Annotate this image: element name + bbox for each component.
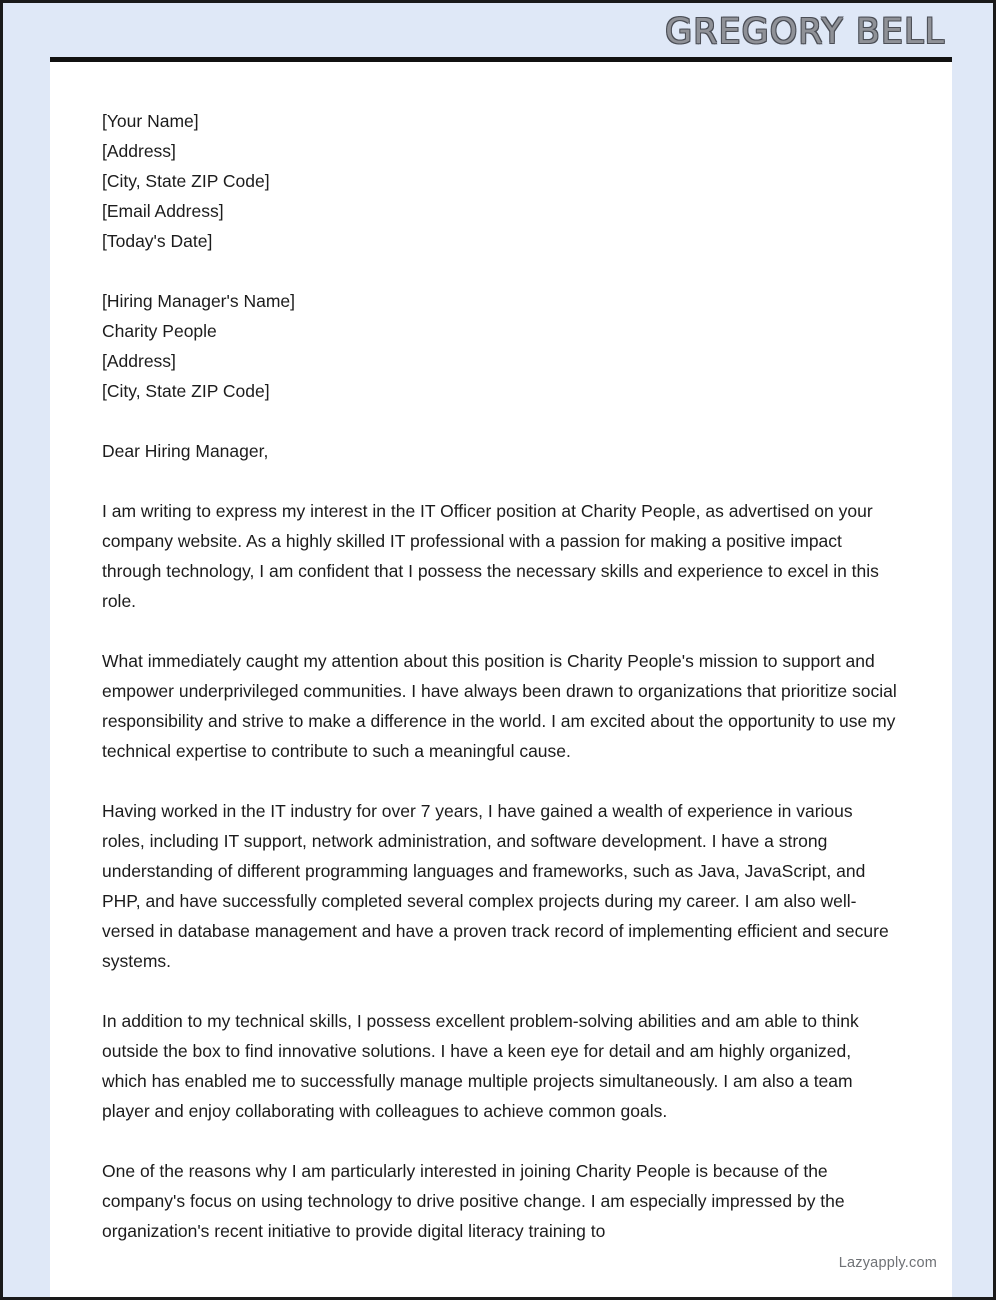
sender-line: [Address] bbox=[102, 141, 176, 161]
sender-line: [Your Name] bbox=[102, 111, 199, 131]
salutation: Dear Hiring Manager, bbox=[102, 441, 269, 461]
recipient-line: [Address] bbox=[102, 351, 176, 371]
letter-paragraph: Having worked in the IT industry for over 7 years, I have gained a wealth of experience in various roles, including IT support, network administration, and software development. I have a strong understanding of different programming languages and frameworks, such as Java, JavaScript, and PHP, and have successfully completed several complex projects during my career. I am also well-versed in database management and have a proven track record of implementing efficient and secure systems. bbox=[102, 801, 889, 971]
sender-line: [City, State ZIP Code] bbox=[102, 171, 270, 191]
letter-paragraph: I am writing to express my interest in the IT Officer position at Charity People, as advertised on your company website. As a highly skilled IT professional with a passion for making a positive impact through technology, I am confident that I possess the necessary skills and experience to excel in this role. bbox=[102, 501, 879, 611]
recipient-address-block bbox=[102, 286, 900, 406]
recipient-line: [Hiring Manager's Name] bbox=[102, 291, 295, 311]
letter-paragraph: In addition to my technical skills, I possess excellent problem-solving abilities and am able to think outside the box to find innovative solutions. I have a keen eye for detail and am highly organized, which has enabled me to successfully manage multiple projects simultaneously. I am also a team player and enjoy collaborating with colleagues to achieve common goals. bbox=[102, 1011, 859, 1121]
letter-paragraph: What immediately caught my attention about this position is Charity People's mission to support and empower underprivileged communities. I have always been drawn to organizations that prioritize social responsibility and strive to make a difference in the world. I am excited about the opportunity to use my technical expertise to contribute to such a meaningful cause. bbox=[102, 651, 897, 761]
sender-line: [Email Address] bbox=[102, 201, 224, 221]
sender-address-block bbox=[102, 106, 900, 256]
document-header bbox=[3, 3, 993, 55]
recipient-line: Charity People bbox=[102, 321, 217, 341]
watermark-label: Lazyapply.com bbox=[838, 1255, 937, 1271]
recipient-line: [City, State ZIP Code] bbox=[102, 381, 270, 401]
candidate-name: GREGORY BELL bbox=[665, 12, 945, 52]
cover-letter-body bbox=[50, 57, 952, 1297]
letter-paragraph: One of the reasons why I am particularly interested in joining Charity People is because of the company's focus on using technology to drive positive change. I am especially impressed by the organization's recent initiative to provide digital literacy training to bbox=[102, 1161, 845, 1241]
sender-line: [Today's Date] bbox=[102, 231, 213, 251]
